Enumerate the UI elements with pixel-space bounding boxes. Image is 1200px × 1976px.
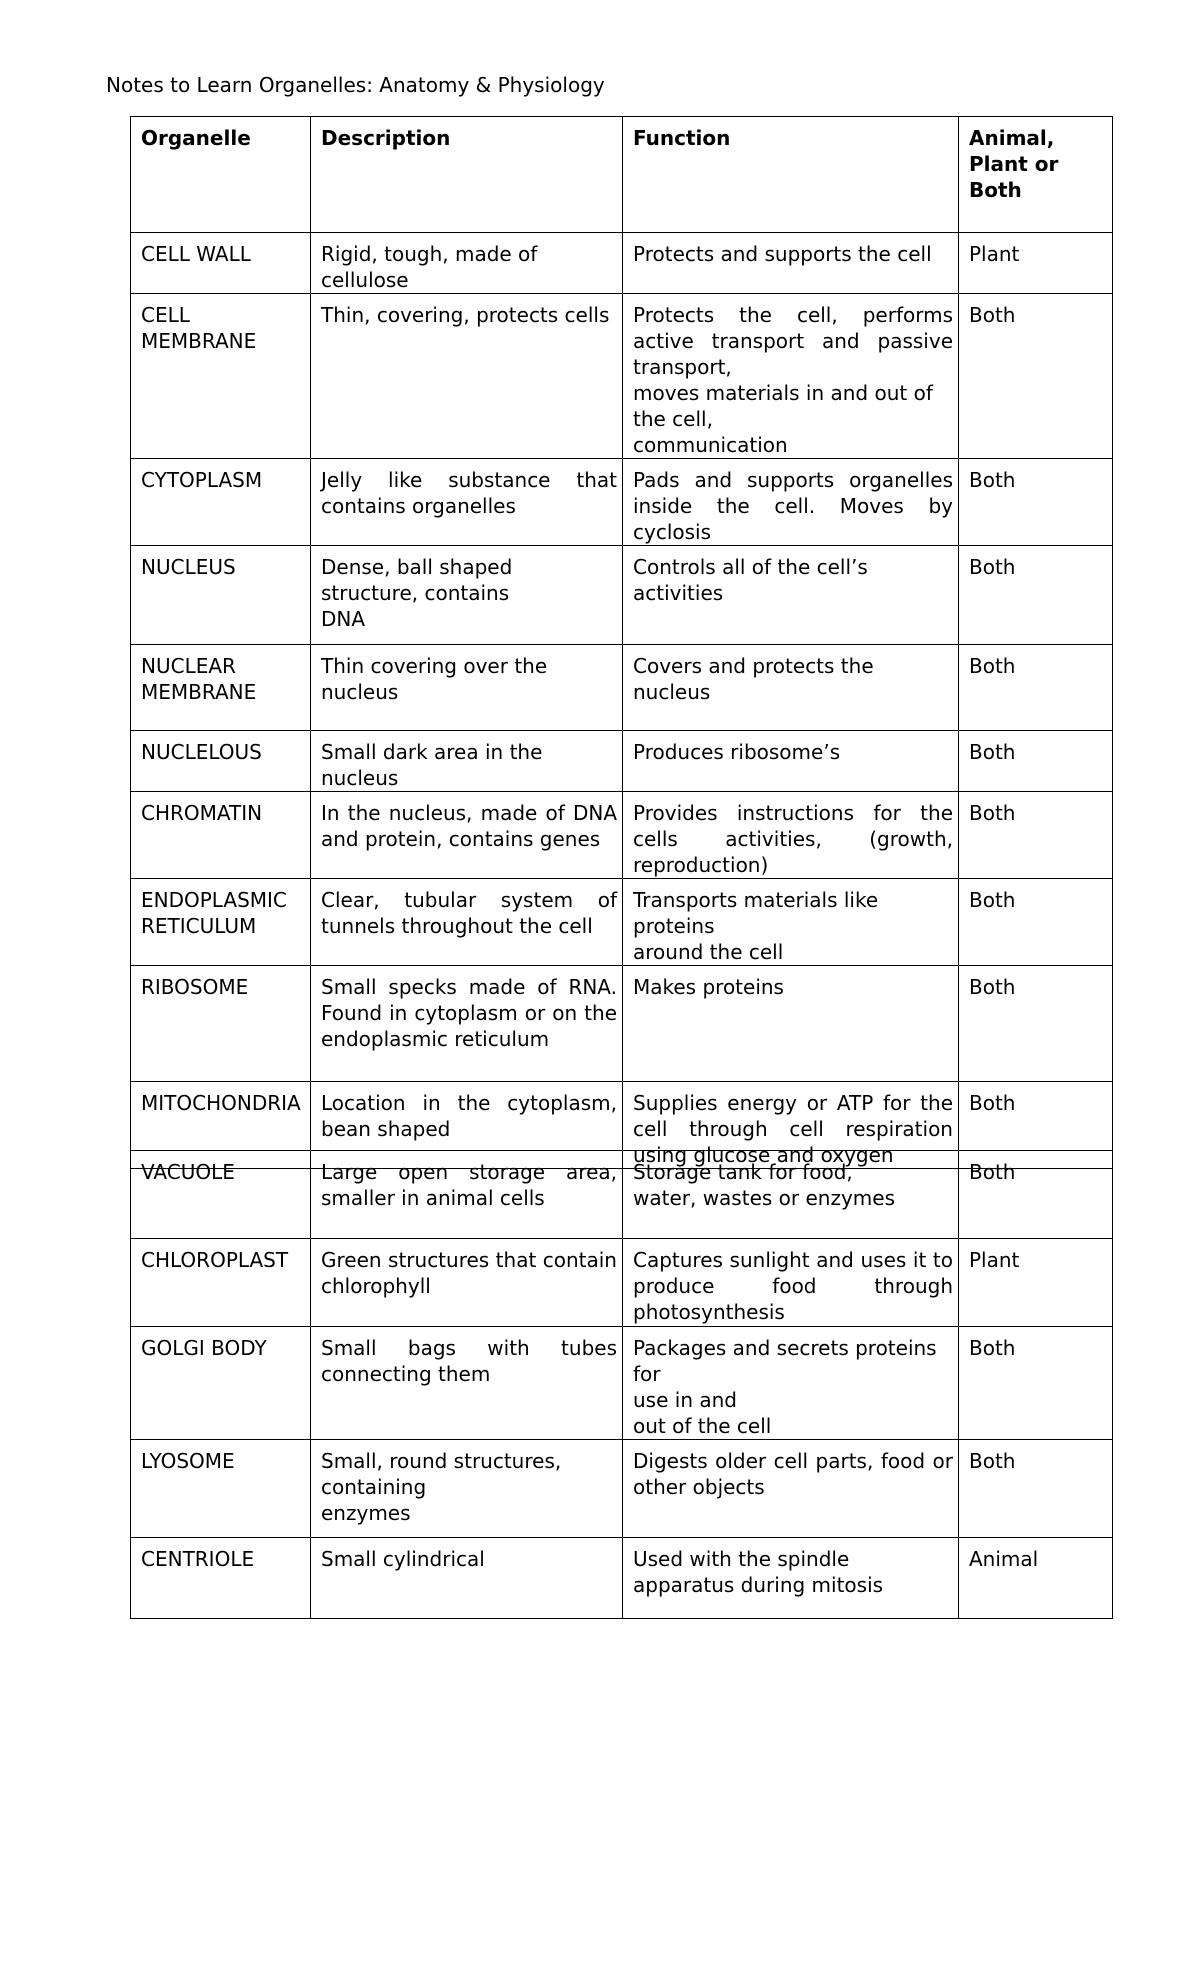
description-cell: Small specks made of RNA. Found in cytoplasm or on the endoplasmic reticulum <box>311 966 623 1082</box>
function-cell: Captures sunlight and uses it to produce food through photosynthesis <box>623 1239 959 1327</box>
table-row <box>131 1239 1113 1327</box>
table-row <box>131 792 1113 879</box>
type-cell: Both <box>959 459 1113 546</box>
organelle-cell: CHROMATIN <box>131 792 311 879</box>
function-cell: Storage tank for food, water, wastes or enzymes <box>623 1151 959 1239</box>
type-cell: Both <box>959 1327 1113 1440</box>
type-cell: Both <box>959 966 1113 1082</box>
function-cell: Digests older cell parts, food or other objects <box>623 1440 959 1538</box>
description-cell: Location in the cytoplasm, bean shaped <box>311 1082 623 1169</box>
description-cell: Small cylindrical <box>311 1538 623 1619</box>
header-function: Function <box>623 117 959 233</box>
function-cell: Produces ribosome’s <box>623 731 959 792</box>
organelle-table-continued <box>130 1150 1113 1619</box>
organelle-table <box>130 116 1113 1169</box>
function-cell: Covers and protects the nucleus <box>623 645 959 731</box>
organelle-cell: ENDOPLASMIC RETICULUM <box>131 879 311 966</box>
table-row <box>131 1327 1113 1440</box>
function-cell: Provides instructions for the cells activities, (growth, reproduction) <box>623 792 959 879</box>
table-row <box>131 233 1113 294</box>
organelle-cell: RIBOSOME <box>131 966 311 1082</box>
table-row <box>131 879 1113 966</box>
organelle-cell: NUCLEUS <box>131 546 311 645</box>
description-cell: Thin, covering, protects cells <box>311 294 623 459</box>
table-row <box>131 731 1113 792</box>
description-cell: Clear, tubular system of tunnels throughout the cell <box>311 879 623 966</box>
function-cell: Supplies energy or ATP for the cell through cell respiration using glucose and oxygen <box>623 1082 959 1169</box>
organelle-cell: MITOCHONDRIA <box>131 1082 311 1169</box>
table-row <box>131 1151 1113 1239</box>
function-cell: Used with the spindle apparatus during mitosis <box>623 1538 959 1619</box>
function-cell: Packages and secrets proteins for use in and out of the cell <box>623 1327 959 1440</box>
type-cell: Both <box>959 645 1113 731</box>
description-cell: Jelly like substance that contains organelles <box>311 459 623 546</box>
organelle-cell: CHLOROPLAST <box>131 1239 311 1327</box>
description-cell: Green structures that contain chlorophyll <box>311 1239 623 1327</box>
type-cell: Both <box>959 1082 1113 1169</box>
function-cell: Protects and supports the cell <box>623 233 959 294</box>
description-cell: Small, round structures, containing enzymes <box>311 1440 623 1538</box>
organelle-cell: CELL WALL <box>131 233 311 294</box>
function-cell: Makes proteins <box>623 966 959 1082</box>
description-cell: Rigid, tough, made of cellulose <box>311 233 623 294</box>
type-cell: Both <box>959 792 1113 879</box>
type-cell: Plant <box>959 1239 1113 1327</box>
organelle-cell: CENTRIOLE <box>131 1538 311 1619</box>
function-cell: Pads and supports organelles inside the cell. Moves by cyclosis <box>623 459 959 546</box>
description-cell: In the nucleus, made of DNA and protein, contains genes <box>311 792 623 879</box>
organelle-cell: CELL MEMBRANE <box>131 294 311 459</box>
organelle-cell: LYOSOME <box>131 1440 311 1538</box>
type-cell: Both <box>959 546 1113 645</box>
table-row <box>131 1440 1113 1538</box>
type-cell: Both <box>959 294 1113 459</box>
function-cell: Transports materials like proteins around the cell <box>623 879 959 966</box>
description-cell: Small bags with tubes connecting them <box>311 1327 623 1440</box>
organelle-cell: GOLGI BODY <box>131 1327 311 1440</box>
description-cell: Large open storage area, smaller in animal cells <box>311 1151 623 1239</box>
table-row <box>131 459 1113 546</box>
table-row <box>131 546 1113 645</box>
function-cell: Protects the cell, performs active transport and passive transport, moves materials in and out of the cell, communication <box>623 294 959 459</box>
table-row <box>131 966 1113 1082</box>
header-organelle: Organelle <box>131 117 311 233</box>
type-cell: Plant <box>959 233 1113 294</box>
type-cell: Both <box>959 1440 1113 1538</box>
type-cell: Both <box>959 879 1113 966</box>
organelle-cell: VACUOLE <box>131 1151 311 1239</box>
table-row <box>131 645 1113 731</box>
page-title: Notes to Learn Organelles: Anatomy & Physiology <box>106 73 605 97</box>
table-row <box>131 1538 1113 1619</box>
type-cell: Both <box>959 1151 1113 1239</box>
organelle-cell: NUCLEAR MEMBRANE <box>131 645 311 731</box>
header-description: Description <box>311 117 623 233</box>
header-row <box>131 117 1113 233</box>
type-cell: Animal <box>959 1538 1113 1619</box>
organelle-cell: NUCLELOUS <box>131 731 311 792</box>
table-row <box>131 294 1113 459</box>
type-cell: Both <box>959 731 1113 792</box>
header-animal-plant-both: Animal, Plant or Both <box>959 117 1113 233</box>
organelle-cell: CYTOPLASM <box>131 459 311 546</box>
function-cell: Controls all of the cell’s activities <box>623 546 959 645</box>
description-cell: Thin covering over the nucleus <box>311 645 623 731</box>
description-cell: Dense, ball shaped structure, contains DNA <box>311 546 623 645</box>
description-cell: Small dark area in the nucleus <box>311 731 623 792</box>
